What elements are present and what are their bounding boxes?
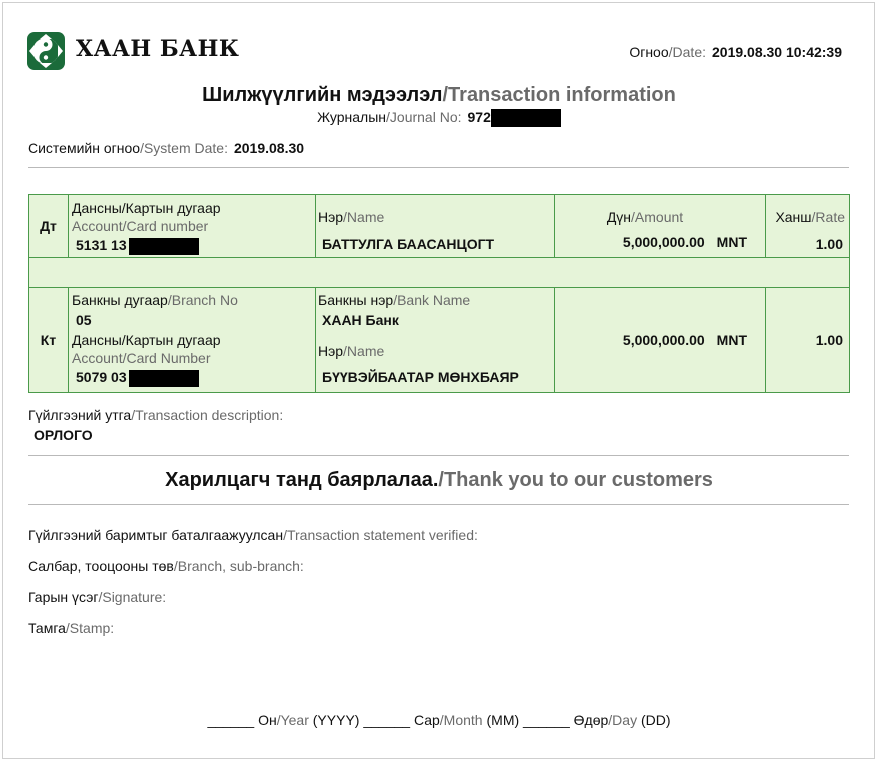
journal-value: 972 — [467, 109, 491, 125]
redaction-bar — [491, 109, 561, 127]
khan-bank-logo-icon — [26, 31, 66, 71]
spacer-row — [29, 258, 850, 288]
credit-account-value — [72, 367, 315, 387]
debit-name-cell — [316, 195, 555, 258]
verified-label-mn: Гүйлгээний баримтыг баталгаажуулсан — [28, 527, 284, 543]
debit-account-label-en: Account/Card number — [72, 218, 209, 234]
stamp-label-en: /Stamp: — [65, 620, 115, 636]
bank-name-label — [318, 291, 554, 309]
debit-code: Дт — [29, 195, 69, 258]
bank-name-label-mn: Банкны нэр — [318, 292, 394, 308]
debit-account-label: Дансны/Картын дугаар — [72, 200, 221, 216]
date-fill-line — [0, 712, 878, 728]
debit-name-label-mn: Нэр — [318, 209, 344, 225]
bank-name: ХААН БАНК — [76, 36, 240, 62]
journal-number — [0, 109, 878, 127]
page-title — [0, 84, 878, 107]
system-date — [28, 140, 304, 156]
debit-account-cell — [69, 195, 316, 258]
credit-name-label-mn: Нэр — [318, 343, 344, 359]
branch-label-mn: Банкны дугаар — [72, 292, 168, 308]
system-date-value: 2019.08.30 — [233, 140, 305, 156]
year-format: (YYYY) — [312, 712, 360, 728]
amount-label — [525, 208, 765, 226]
month-label-mn: Сар — [413, 712, 440, 728]
debit-currency: MNT — [716, 234, 747, 250]
debit-rate-cell — [766, 195, 850, 258]
title-en: /Transaction information — [442, 84, 676, 106]
signature-label-mn: Гарын үсэг — [28, 589, 99, 605]
signature-line — [28, 589, 166, 605]
credit-name-cell — [316, 288, 555, 393]
credit-account-label: Дансны/Картын дугаар — [72, 332, 221, 348]
debit-rate-value: 1.00 — [815, 236, 843, 252]
divider — [28, 455, 849, 456]
signature-label-en: /Signature: — [98, 589, 167, 605]
system-date-label: Системийн огноо — [28, 140, 141, 156]
credit-amount-cell — [555, 288, 766, 393]
bank-name-value: ХААН Банк — [322, 312, 399, 328]
credit-account-label-en: Account/Card Number — [72, 350, 211, 366]
debit-name-label — [318, 208, 554, 226]
amount-label-en: /Amount — [631, 209, 684, 225]
system-date-label-en: /System Date: — [140, 140, 228, 156]
branch-line-mn: Салбар, тооцооны төв — [28, 558, 174, 574]
credit-name-label-en: /Name — [343, 343, 385, 359]
credit-rate-cell — [766, 288, 850, 393]
redaction-bar — [129, 238, 199, 255]
description-label — [28, 407, 283, 423]
day-label-en: /Day — [608, 712, 638, 728]
redaction-bar — [129, 370, 199, 387]
bank-name-label-en: /Bank Name — [393, 292, 471, 308]
debit-account-value — [72, 235, 315, 255]
year-label-mn: Он — [258, 712, 277, 728]
day-blank: ______ — [523, 712, 570, 728]
rate-label-mn: Ханш — [775, 209, 812, 225]
day-format: (DD) — [640, 712, 671, 728]
debit-name-value: БАТТУЛГА БААСАНЦОГТ — [322, 236, 495, 252]
debit-amount — [555, 234, 765, 250]
rate-label-en: /Rate — [811, 209, 845, 225]
amount-label-mn: Дүн — [606, 209, 632, 225]
credit-currency: MNT — [716, 332, 747, 348]
credit-name-value: БҮҮВЭЙБААТАР МӨНХБАЯР — [322, 369, 519, 385]
credit-rate-value: 1.00 — [815, 332, 843, 348]
journal-label: Журналын — [317, 109, 387, 125]
thanks-en: /Thank you to our customers — [438, 469, 713, 491]
credit-code: Кт — [29, 288, 69, 393]
branch-line — [28, 558, 304, 574]
credit-account-cell — [69, 288, 316, 393]
month-label-en: /Month — [439, 712, 483, 728]
year-label-en: /Year — [276, 712, 309, 728]
day-label-mn: Өдөр — [573, 712, 609, 728]
thank-you-message — [0, 469, 878, 492]
rate-label — [766, 208, 845, 226]
month-format: (MM) — [486, 712, 520, 728]
verified-label-en: /Transaction statement verified: — [283, 527, 478, 543]
description-value: ОРЛОГО — [34, 427, 93, 443]
credit-name-label — [318, 342, 554, 360]
description-label-en: /Transaction description: — [131, 407, 284, 423]
year-blank: ______ — [207, 712, 255, 728]
debit-amount-value: 5,000,000.00 — [622, 234, 705, 250]
title-mn: Шилжүүлгийн мэдээлэл — [202, 84, 443, 106]
debit-name-label-en: /Name — [343, 209, 385, 225]
verified-line — [28, 527, 478, 543]
month-blank: ______ — [363, 712, 411, 728]
branch-value: 05 — [76, 312, 92, 328]
thanks-mn: Харилцагч танд баярлалаа. — [165, 469, 439, 491]
divider — [28, 167, 849, 168]
branch-label-en: /Branch No — [167, 292, 238, 308]
date-label-en: /Date: — [668, 44, 706, 60]
receipt-date — [629, 44, 842, 60]
credit-row — [29, 288, 850, 393]
spacer-cell — [29, 258, 850, 288]
date-value: 2019.08.30 10:42:39 — [712, 44, 842, 60]
transaction-table — [28, 194, 850, 393]
credit-amount — [555, 332, 765, 348]
branch-line-en: /Branch, sub-branch: — [173, 558, 304, 574]
credit-account-number: 5079 03 — [76, 369, 127, 385]
branch-label — [72, 291, 315, 309]
stamp-line — [28, 620, 114, 636]
debit-account-number: 5131 13 — [76, 237, 127, 253]
debit-amount-cell — [555, 195, 766, 258]
journal-label-en: /Journal No: — [386, 109, 462, 125]
divider — [28, 504, 849, 505]
date-label: Огноо — [629, 44, 669, 60]
stamp-label-mn: Тамга — [28, 620, 66, 636]
debit-row — [29, 195, 850, 258]
credit-amount-value: 5,000,000.00 — [622, 332, 705, 348]
description-label-mn: Гүйлгээний утга — [28, 407, 132, 423]
